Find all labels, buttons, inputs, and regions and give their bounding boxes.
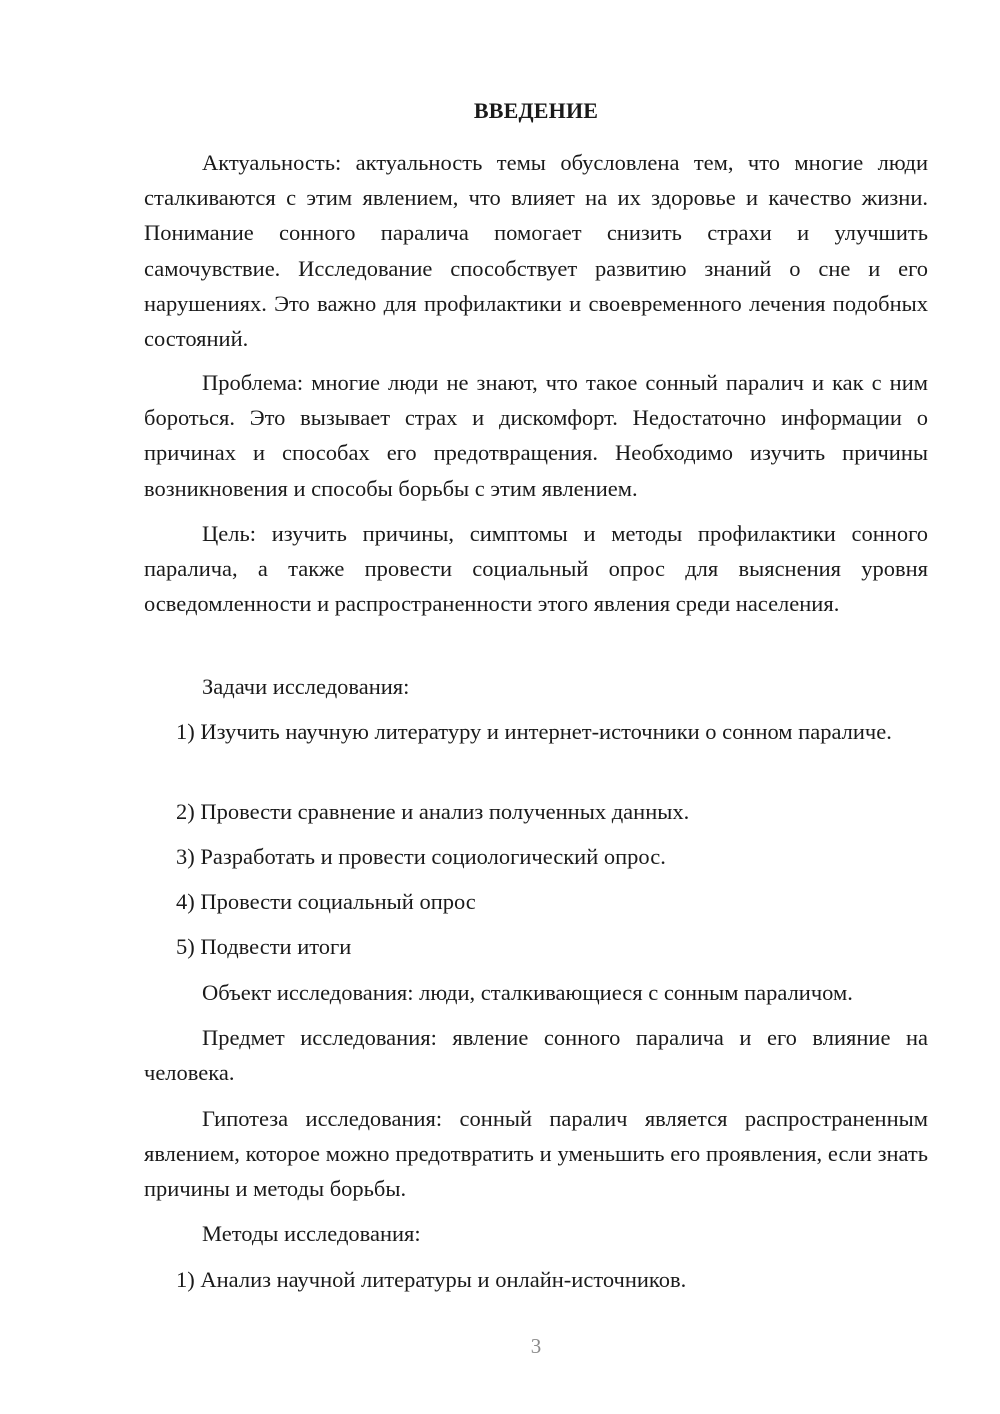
tasks-heading: Задачи исследования: <box>202 674 410 699</box>
task-item: 4) Провести социальный опрос <box>176 889 476 914</box>
task-item: 5) Подвести итоги <box>176 934 352 959</box>
object-paragraph: Объект исследования: люди, сталкивающиеся с сонным параличом. <box>202 980 853 1005</box>
hypothesis-paragraph: Гипотеза исследования: сонный паралич является распространенным явлением, которое можно предотвратить и уменьшить его проявления, если знать причины и методы борьбы. <box>144 1106 928 1202</box>
method-item: 1) Анализ научной литературы и онлайн-источников. <box>176 1267 687 1292</box>
methods-heading: Методы исследования: <box>202 1221 421 1246</box>
relevance-paragraph: Актуальность: актуальность темы обусловлена тем, что многие люди сталкиваются с этим явлением, что влияет на их здоровье и качество жизни. Понимание сонного паралича помогает снизить страхи и улучшить самочувствие. Исследование способствует развитию знаний о сне и его нарушениях. Это важно для профилактики и своевременного лечения подобных состояний. <box>144 150 928 352</box>
section-heading: ВВЕДЕНИЕ <box>473 98 599 123</box>
problem-paragraph: Проблема: многие люди не знают, что такое сонный паралич и как с ним бороться. Это вызывает страх и дискомфорт. Недостаточно информации о причинах и способах его предотвращения. Необходимо изучить причины возникновения и способы борьбы с этим явлением. <box>144 370 928 501</box>
goal-paragraph: Цель: изучить причины, симптомы и методы профилактики сонного паралича, а также провести социальный опрос для выяснения уровня осведомленности и распространенности этого явления среди населения. <box>144 521 928 617</box>
page-number: 3 <box>530 1334 542 1358</box>
task-item: 1) Изучить научную литературу и интернет-источники о сонном параличе. <box>176 719 892 744</box>
task-item: 3) Разработать и провести социологический опрос. <box>176 844 666 869</box>
subject-paragraph: Предмет исследования: явление сонного паралича и его влияние на человека. <box>144 1025 928 1086</box>
task-item: 2) Провести сравнение и анализ полученных данных. <box>176 799 690 824</box>
